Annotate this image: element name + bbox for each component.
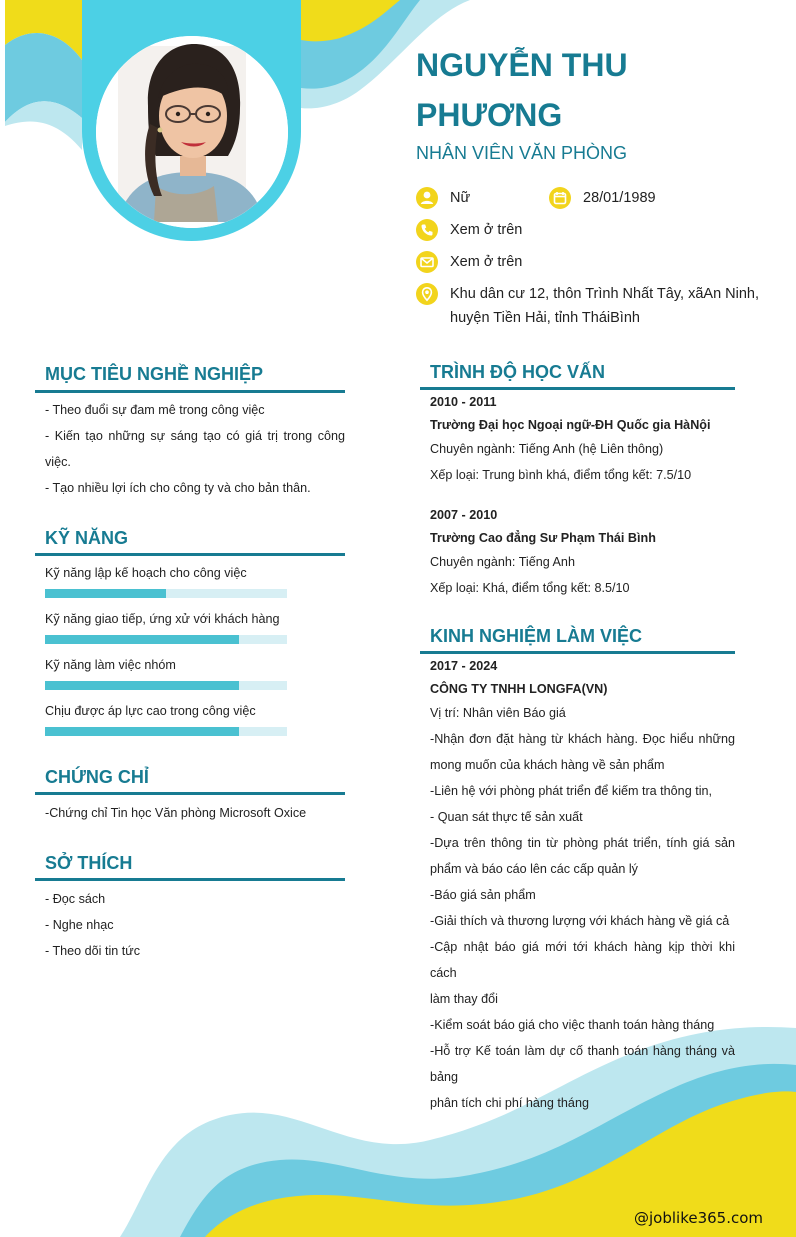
skill-bar-fill xyxy=(45,589,166,598)
skill-bar-fill xyxy=(45,681,239,690)
location-pin-icon xyxy=(416,283,438,305)
hobby-item: - Đọc sách xyxy=(45,892,106,906)
hobby-item: - Theo dõi tin tức xyxy=(45,944,141,958)
address-value: Khu dân cư 12, thôn Trình Nhất Tây, xãAn Ninh, huyện Tiền Hải, tỉnh TháiBình xyxy=(450,286,760,326)
education-major: Chuyên ngành: Tiếng Anh (hệ Liên thông) xyxy=(430,442,664,456)
certificates-title: CHỨNG CHỈ xyxy=(45,767,149,787)
education-title: TRÌNH ĐỘ HỌC VẤN xyxy=(430,362,605,382)
education-years: 2010 - 2011 xyxy=(430,395,497,409)
experience-line: -Báo giá sản phẩm xyxy=(430,888,536,902)
experience-line: - Quan sát thực tế sản xuất xyxy=(430,810,583,824)
skill-label: Chịu được áp lực cao trong công việc xyxy=(45,704,256,718)
education-entry xyxy=(430,503,735,601)
job-title: NHÂN VIÊN VĂN PHÒNG xyxy=(416,143,628,163)
education-years: 2007 - 2010 xyxy=(430,508,498,522)
experience-line: -Kiểm soát báo giá cho việc thanh toán hàng tháng xyxy=(430,1018,715,1032)
objective-list xyxy=(45,397,345,501)
education-grade: Xếp loại: Khá, điểm tổng kết: 8.5/10 xyxy=(430,581,630,595)
education-major: Chuyên ngành: Tiếng Anh xyxy=(430,555,575,569)
experience-line: -Hỗ trợ Kế toán làm dự cố thanh toán hàng tháng và bảng xyxy=(430,1044,735,1084)
skills-title: KỸ NĂNG xyxy=(45,528,129,548)
address-row xyxy=(416,282,770,330)
birthday-value: 28/01/1989 xyxy=(583,190,656,206)
education-school: Trường Đại học Ngoại ngữ-ĐH Quốc gia HàNội xyxy=(430,418,711,432)
skill-bar-fill xyxy=(45,635,239,644)
avatar xyxy=(96,36,288,228)
objective-title: MỤC TIÊU NGHỀ NGHIỆP xyxy=(45,364,264,384)
skill-label: Kỹ năng lập kế hoạch cho công việc xyxy=(45,566,247,580)
objective-divider xyxy=(35,390,345,393)
experience-line: -Dựa trên thông tin từ phòng phát triển, tính giá sản phẩm và báo cáo lên các cấp quản lý xyxy=(430,836,735,876)
email-row xyxy=(416,250,522,274)
hobbies-divider xyxy=(35,878,345,881)
phone-icon xyxy=(416,219,438,241)
experience-line: -Nhận đơn đặt hàng từ khách hàng. Đọc hiểu những mong muốn của khách hàng về sản phẩm xyxy=(430,732,735,772)
experience-line: làm thay đổi xyxy=(430,992,498,1006)
skill-label: Kỹ năng làm việc nhóm xyxy=(45,658,176,672)
portrait-photo xyxy=(96,36,288,228)
email-value: Xem ở trên xyxy=(450,254,523,270)
experience-years: 2017 - 2024 xyxy=(430,659,498,673)
objective-item: - Tạo nhiều lợi ích cho công ty và cho bản thân. xyxy=(45,481,311,495)
certificate-item: -Chứng chỉ Tin học Văn phòng Microsoft Oxice xyxy=(45,806,307,820)
skill-bar xyxy=(45,589,287,598)
education-school: Trường Cao đẳng Sư Phạm Thái Bình xyxy=(430,531,656,545)
birthday-row xyxy=(549,186,656,210)
calendar-icon xyxy=(549,187,571,209)
experience-entry xyxy=(430,654,735,1116)
gender-value: Nữ xyxy=(450,190,471,206)
person-icon xyxy=(416,187,438,209)
education-entry xyxy=(430,390,735,488)
hobby-item: - Nghe nhạc xyxy=(45,918,114,932)
experience-line: phân tích chi phí hàng tháng xyxy=(430,1096,589,1110)
phone-value: Xem ở trên xyxy=(450,222,523,238)
experience-title: KINH NGHIỆM LÀM VIỆC xyxy=(430,626,643,646)
certificates-list xyxy=(45,800,345,826)
experience-position: Vị trí: Nhân viên Báo giá xyxy=(430,706,566,720)
hobbies-title: SỞ THÍCH xyxy=(45,853,133,873)
experience-line: -Liên hệ với phòng phát triển để kiếm tra thông tin, xyxy=(430,784,712,798)
skills-divider xyxy=(35,553,345,556)
objective-item: - Theo đuổi sự đam mê trong công việc xyxy=(45,403,265,417)
skill-bar-fill xyxy=(45,727,239,736)
experience-line: -Cập nhật báo giá mới tới khách hàng kịp thời khi cách xyxy=(430,940,735,980)
phone-row xyxy=(416,218,522,242)
candidate-name: NGUYỄN THU PHƯƠNG xyxy=(416,47,628,133)
objective-item: - Kiến tạo những sự sáng tạo có giá trị trong công việc. xyxy=(45,429,345,469)
skill-bar xyxy=(45,727,287,736)
certificates-divider xyxy=(35,792,345,795)
gender-row xyxy=(416,186,548,210)
skill-bar xyxy=(45,635,287,644)
education-grade: Xếp loại: Trung bình khá, điểm tổng kết: 7.5/10 xyxy=(430,468,692,482)
hobbies-list xyxy=(45,886,345,964)
experience-line: -Giải thích và thương lượng với khách hàng về giá cả xyxy=(430,914,730,928)
skill-bar xyxy=(45,681,287,690)
experience-company: CÔNG TY TNHH LONGFA(VN) xyxy=(430,682,608,696)
email-icon xyxy=(416,251,438,273)
watermark-text: @joblike365.com xyxy=(634,1209,764,1227)
skill-label: Kỹ năng giao tiếp, ứng xử với khách hàng xyxy=(45,612,280,626)
